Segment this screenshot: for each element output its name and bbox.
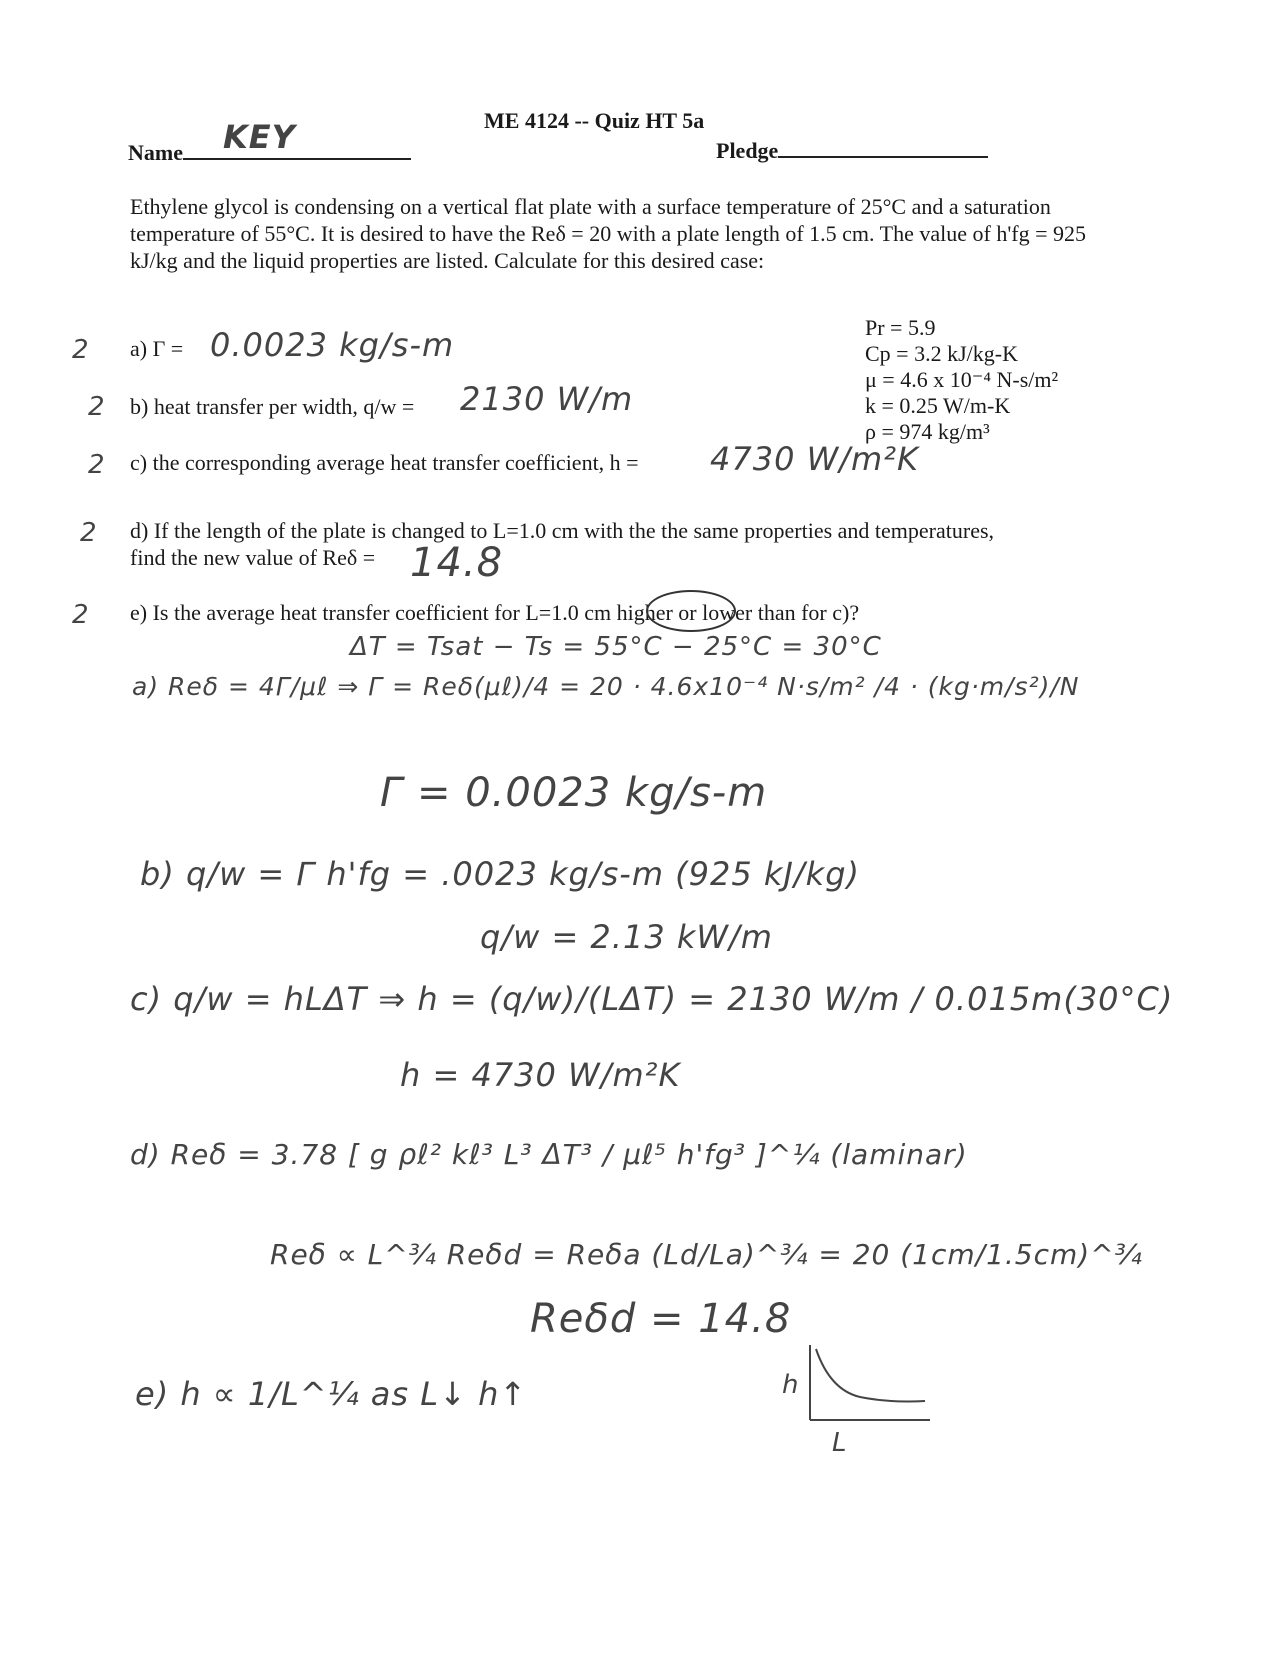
- work-d-line3: Reδd = 14.8: [530, 1296, 792, 1342]
- points-c: 2: [88, 450, 106, 480]
- h-vs-l-sketch: [780, 1335, 940, 1455]
- question-b: b) heat transfer per width, q/w =: [130, 394, 415, 419]
- property-mu: μ = 4.6 x 10⁻⁴ N-s/m²: [865, 367, 1059, 392]
- course-title: ME 4124 -- Quiz HT 5a: [484, 108, 705, 133]
- work-d-line1: d) Reδ = 3.78 [ g ρℓ² kℓ³ L³ ΔT³ / μℓ⁵ h'fg³ ]^¼ (laminar): [130, 1138, 968, 1171]
- higher-circle: [646, 590, 736, 632]
- name-label: [128, 118, 411, 166]
- points-b: 2: [88, 392, 106, 422]
- property-cp: Cp = 3.2 kJ/kg-K: [865, 341, 1018, 366]
- work-c-line2: h = 4730 W/m²K: [400, 1056, 681, 1094]
- answer-a: 0.0023 kg/s-m: [210, 326, 455, 364]
- answer-b: 2130 W/m: [460, 380, 634, 418]
- question-e: e) Is the average heat transfer coefficient for L=1.0 cm higher or lower than for c)?: [130, 600, 860, 625]
- properties-list: [865, 315, 1058, 445]
- work-b-line2: q/w = 2.13 kW/m: [480, 918, 773, 956]
- graph-curve: [816, 1349, 925, 1402]
- points-d: 2: [80, 518, 98, 548]
- work-a-line1: a) Reδ = 4Γ/μℓ ⇒ Γ = Reδ(μℓ)/4 = 20 · 4.6x10⁻⁴ N·s/m² /4 · (kg·m/s²)/N: [132, 672, 1080, 701]
- problem-statement: Ethylene glycol is condensing on a vertical flat plate with a surface temperature of 25°C and a saturation temperature of 55°C. It is desired to have the Reδ = 20 with a plate length of 1.5 cm. The value of h'fg = 925 kJ/kg and the liquid properties are listed. Calculate for this desired case:: [130, 194, 1087, 273]
- property-rho: ρ = 974 kg/m³: [865, 419, 990, 444]
- question-d: d) If the length of the plate is changed to L=1.0 cm with the the same properties and temperatures,: [130, 518, 995, 543]
- graph-x-label: L: [832, 1428, 848, 1458]
- work-a-line2: Γ = 0.0023 kg/s-m: [380, 770, 768, 816]
- answer-c: 4730 W/m²K: [710, 440, 920, 478]
- question-a: a) Γ =: [130, 336, 184, 361]
- graph-y-label: h: [782, 1370, 800, 1400]
- question-c: c) the corresponding average heat transfer coefficient, h =: [130, 450, 639, 475]
- pledge-label: [716, 136, 988, 164]
- pledge-line: [778, 136, 988, 158]
- work-delta-t: ΔT = Tsat − Ts = 55°C − 25°C = 30°C: [350, 632, 882, 662]
- property-k: k = 0.25 W/m-K: [865, 393, 1011, 418]
- property-pr: Pr = 5.9: [865, 315, 936, 340]
- work-b-line1: b) q/w = Γ h'fg = .0023 kg/s-m (925 kJ/kg): [140, 855, 860, 893]
- question-d-line2: find the new value of Reδ =: [130, 545, 376, 570]
- pledge-label-text: Pledge: [716, 138, 779, 163]
- name-label-text: Name: [128, 140, 183, 165]
- work-c-line1: c) q/w = hLΔT ⇒ h = (q/w)/(LΔT) = 2130 W/m / 0.015m(30°C): [130, 980, 1174, 1018]
- work-d-line2: Reδ ∝ L^¾ Reδd = Reδa (Ld/La)^¾ = 20 (1cm/1.5cm)^¾: [270, 1238, 1143, 1271]
- answer-d: 14.8: [410, 540, 504, 586]
- points-a: 2: [72, 335, 90, 365]
- name-value: KEY: [222, 118, 296, 156]
- name-line: [183, 118, 411, 160]
- points-e: 2: [72, 600, 90, 630]
- work-e-line1: e) h ∝ 1/L^¼ as L↓ h↑: [135, 1375, 528, 1413]
